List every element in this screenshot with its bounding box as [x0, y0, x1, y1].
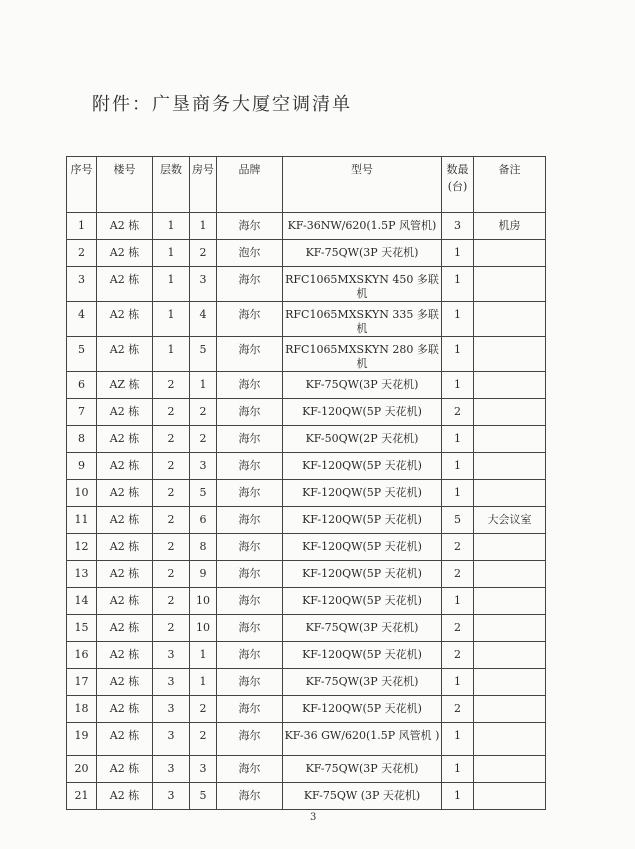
cell-seq: 6 [67, 372, 97, 399]
cell-model: KF-75QW(3P 天花机) [283, 756, 442, 783]
cell-seq: 15 [67, 615, 97, 642]
cell-floor: 3 [153, 669, 190, 696]
cell-qty: 1 [442, 480, 474, 507]
cell-brand: 海尔 [217, 669, 283, 696]
cell-floor: 2 [153, 372, 190, 399]
aircon-table [66, 156, 546, 810]
cell-qty: 1 [442, 756, 474, 783]
cell-floor: 2 [153, 561, 190, 588]
cell-note [474, 642, 546, 669]
cell-seq: 8 [67, 426, 97, 453]
table-row [67, 399, 546, 426]
cell-brand: 海尔 [217, 588, 283, 615]
cell-model: KF-75QW (3P 天花机) [283, 783, 442, 810]
cell-qty: 1 [442, 267, 474, 302]
table-row [67, 426, 546, 453]
cell-model: RFC1065MXSKYN 450 多联机 [283, 267, 442, 302]
cell-model: KF-120QW(5P 天花机) [283, 399, 442, 426]
cell-note [474, 267, 546, 302]
cell-model: KF-120QW(5P 天花机) [283, 588, 442, 615]
cell-floor: 2 [153, 426, 190, 453]
cell-room: 1 [190, 642, 217, 669]
cell-model: KF-75QW(3P 天花机) [283, 372, 442, 399]
cell-note [474, 756, 546, 783]
header-building: 楼号 [97, 157, 153, 213]
cell-brand: 海尔 [217, 723, 283, 756]
cell-qty: 3 [442, 213, 474, 240]
cell-floor: 3 [153, 783, 190, 810]
cell-note [474, 240, 546, 267]
cell-note [474, 696, 546, 723]
cell-model: KF-120QW(5P 天花机) [283, 453, 442, 480]
cell-seq: 10 [67, 480, 97, 507]
cell-qty: 2 [442, 534, 474, 561]
cell-model: RFC1065MXSKYN 280 多联机 [283, 337, 442, 372]
table-row [67, 337, 546, 372]
cell-seq: 17 [67, 669, 97, 696]
table-row [67, 302, 546, 337]
cell-seq: 5 [67, 337, 97, 372]
header-brand: 品牌 [217, 157, 283, 213]
cell-qty: 2 [442, 615, 474, 642]
cell-room: 3 [190, 453, 217, 480]
table-row [67, 534, 546, 561]
cell-brand: 海尔 [217, 642, 283, 669]
cell-model: KF-50QW(2P 天花机) [283, 426, 442, 453]
cell-floor: 1 [153, 267, 190, 302]
cell-floor: 2 [153, 507, 190, 534]
cell-seq: 13 [67, 561, 97, 588]
cell-floor: 3 [153, 723, 190, 756]
header-model: 型号 [283, 157, 442, 213]
table-row [67, 372, 546, 399]
cell-room: 8 [190, 534, 217, 561]
cell-brand: 海尔 [217, 507, 283, 534]
table-row [67, 453, 546, 480]
cell-room: 4 [190, 302, 217, 337]
cell-room: 2 [190, 696, 217, 723]
cell-brand: 海尔 [217, 615, 283, 642]
cell-model: KF-120QW(5P 天花机) [283, 696, 442, 723]
cell-building: A2 栋 [97, 534, 153, 561]
cell-building: A2 栋 [97, 669, 153, 696]
cell-model: KF-120QW(5P 天花机) [283, 561, 442, 588]
cell-model: KF-36 GW/620(1.5P 风管机 ) [283, 723, 442, 756]
table-row [67, 480, 546, 507]
cell-building: A2 栋 [97, 507, 153, 534]
table-row [67, 240, 546, 267]
cell-seq: 18 [67, 696, 97, 723]
cell-qty: 2 [442, 642, 474, 669]
cell-note [474, 372, 546, 399]
page-title: 附件：广垦商务大厦空调清单 [92, 94, 352, 115]
header-row [67, 157, 546, 213]
cell-brand: 海尔 [217, 453, 283, 480]
table-row [67, 561, 546, 588]
cell-model: KF-36NW/620(1.5P 风管机) [283, 213, 442, 240]
cell-qty: 5 [442, 507, 474, 534]
cell-building: A2 栋 [97, 302, 153, 337]
cell-qty: 1 [442, 588, 474, 615]
cell-brand: 海尔 [217, 696, 283, 723]
cell-building: A2 栋 [97, 399, 153, 426]
table-body [67, 213, 546, 810]
cell-floor: 3 [153, 642, 190, 669]
table-row [67, 507, 546, 534]
table-row [67, 783, 546, 810]
cell-room: 3 [190, 267, 217, 302]
cell-note [474, 399, 546, 426]
cell-building: A2 栋 [97, 480, 153, 507]
table-row [67, 267, 546, 302]
cell-brand: 泡尔 [217, 240, 283, 267]
cell-brand: 海尔 [217, 534, 283, 561]
table-row [67, 696, 546, 723]
cell-note [474, 534, 546, 561]
cell-brand: 海尔 [217, 426, 283, 453]
cell-floor: 2 [153, 453, 190, 480]
cell-brand: 海尔 [217, 561, 283, 588]
cell-note [474, 480, 546, 507]
cell-room: 3 [190, 756, 217, 783]
cell-note [474, 453, 546, 480]
cell-floor: 3 [153, 696, 190, 723]
cell-seq: 3 [67, 267, 97, 302]
cell-building: A2 栋 [97, 696, 153, 723]
cell-room: 2 [190, 723, 217, 756]
cell-building: A2 栋 [97, 213, 153, 240]
cell-seq: 2 [67, 240, 97, 267]
cell-room: 10 [190, 615, 217, 642]
header-qty: 数最(台) [442, 157, 474, 213]
cell-room: 9 [190, 561, 217, 588]
cell-room: 1 [190, 213, 217, 240]
cell-building: A2 栋 [97, 756, 153, 783]
cell-seq: 4 [67, 302, 97, 337]
cell-model: KF-120QW(5P 天花机) [283, 642, 442, 669]
cell-seq: 7 [67, 399, 97, 426]
table-row [67, 756, 546, 783]
cell-brand: 海尔 [217, 372, 283, 399]
cell-brand: 海尔 [217, 267, 283, 302]
cell-qty: 2 [442, 561, 474, 588]
header-note: 备注 [474, 157, 546, 213]
cell-floor: 2 [153, 399, 190, 426]
cell-brand: 海尔 [217, 399, 283, 426]
cell-room: 10 [190, 588, 217, 615]
cell-qty: 2 [442, 399, 474, 426]
cell-note [474, 561, 546, 588]
header-seq: 序号 [67, 157, 97, 213]
cell-room: 5 [190, 337, 217, 372]
cell-room: 2 [190, 426, 217, 453]
cell-qty: 1 [442, 669, 474, 696]
cell-seq: 12 [67, 534, 97, 561]
cell-model: KF-120QW(5P 天花机) [283, 480, 442, 507]
cell-floor: 2 [153, 588, 190, 615]
cell-floor: 3 [153, 756, 190, 783]
cell-seq: 19 [67, 723, 97, 756]
cell-floor: 1 [153, 302, 190, 337]
cell-building: A2 栋 [97, 267, 153, 302]
cell-qty: 2 [442, 696, 474, 723]
cell-qty: 1 [442, 372, 474, 399]
cell-model: KF-75QW(3P 天花机) [283, 240, 442, 267]
table-row [67, 588, 546, 615]
table-row [67, 213, 546, 240]
cell-brand: 海尔 [217, 302, 283, 337]
cell-qty: 1 [442, 426, 474, 453]
cell-brand: 海尔 [217, 213, 283, 240]
cell-seq: 16 [67, 642, 97, 669]
cell-room: 2 [190, 240, 217, 267]
cell-building: A2 栋 [97, 561, 153, 588]
cell-note [474, 426, 546, 453]
cell-room: 2 [190, 399, 217, 426]
cell-floor: 2 [153, 480, 190, 507]
cell-qty: 1 [442, 453, 474, 480]
cell-building: A2 栋 [97, 337, 153, 372]
cell-brand: 海尔 [217, 480, 283, 507]
cell-model: KF-120QW(5P 天花机) [283, 534, 442, 561]
table-row [67, 723, 546, 756]
cell-seq: 20 [67, 756, 97, 783]
cell-model: RFC1065MXSKYN 335 多联机 [283, 302, 442, 337]
cell-brand: 海尔 [217, 337, 283, 372]
cell-floor: 2 [153, 534, 190, 561]
cell-building: A2 栋 [97, 426, 153, 453]
page-number: 3 [310, 812, 317, 823]
cell-note [474, 302, 546, 337]
cell-model: KF-75QW(3P 天花机) [283, 615, 442, 642]
header-room: 房号 [190, 157, 217, 213]
cell-note [474, 337, 546, 372]
cell-qty: 1 [442, 240, 474, 267]
cell-qty: 1 [442, 337, 474, 372]
table-row [67, 642, 546, 669]
cell-qty: 1 [442, 723, 474, 756]
cell-note [474, 615, 546, 642]
table-row [67, 669, 546, 696]
cell-note [474, 783, 546, 810]
cell-note: 机房 [474, 213, 546, 240]
cell-note [474, 588, 546, 615]
cell-floor: 1 [153, 337, 190, 372]
cell-floor: 2 [153, 615, 190, 642]
cell-room: 1 [190, 669, 217, 696]
cell-room: 6 [190, 507, 217, 534]
cell-model: KF-75QW(3P 天花机) [283, 669, 442, 696]
cell-building: A2 栋 [97, 783, 153, 810]
cell-building: A2 栋 [97, 588, 153, 615]
cell-room: 1 [190, 372, 217, 399]
cell-seq: 9 [67, 453, 97, 480]
cell-floor: 1 [153, 240, 190, 267]
header-floor: 层数 [153, 157, 190, 213]
cell-seq: 14 [67, 588, 97, 615]
cell-brand: 海尔 [217, 783, 283, 810]
cell-room: 5 [190, 783, 217, 810]
cell-building: A2 栋 [97, 240, 153, 267]
cell-building: A2 栋 [97, 642, 153, 669]
cell-note [474, 669, 546, 696]
cell-building: A2 栋 [97, 723, 153, 756]
cell-seq: 21 [67, 783, 97, 810]
cell-building: A2 栋 [97, 453, 153, 480]
cell-building: A2 栋 [97, 615, 153, 642]
cell-note: 大会议室 [474, 507, 546, 534]
table-row [67, 615, 546, 642]
cell-floor: 1 [153, 213, 190, 240]
cell-room: 5 [190, 480, 217, 507]
cell-brand: 海尔 [217, 756, 283, 783]
cell-note [474, 723, 546, 756]
cell-qty: 1 [442, 302, 474, 337]
cell-model: KF-120QW(5P 天花机) [283, 507, 442, 534]
cell-seq: 11 [67, 507, 97, 534]
cell-seq: 1 [67, 213, 97, 240]
cell-qty: 1 [442, 783, 474, 810]
cell-building: AZ 栋 [97, 372, 153, 399]
